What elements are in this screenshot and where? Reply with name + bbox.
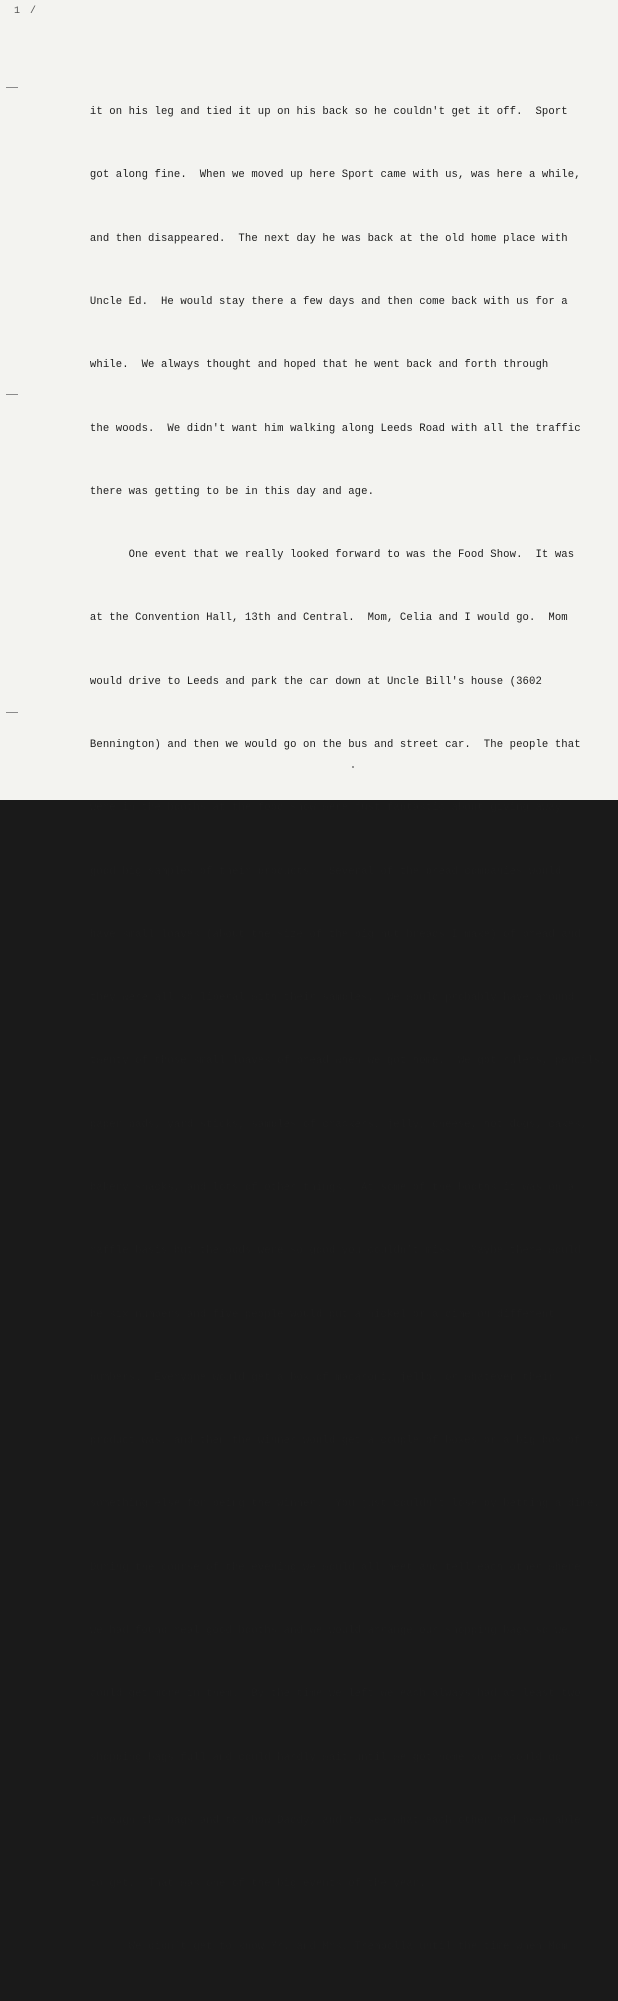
text-line: to get. That was one of the big events of the year.	[77, 1878, 426, 1891]
text-line: Bennington) and then we would go on the bus and street car. The people that	[77, 739, 581, 751]
text-line: good big samples of their products. Several of the bread companies would	[77, 865, 562, 878]
text-line: product was, and then the winner would get a couple of boxes or a big box of	[77, 1435, 581, 1448]
text-line: shopping bags full and could hardly wait until we got home so we could go	[77, 1751, 562, 1764]
margin-tick-mark	[6, 712, 18, 713]
text-line: twenty of those small loaves of bread when we got home. We got rulers, pencils,	[77, 1055, 607, 1068]
text-line: it on his leg and tied it up on his back so he couldn't get it off. Sport	[77, 106, 568, 119]
text-line: at the Convention Hall, 13th and Central. Mom, Celia and I would go. Mom	[77, 612, 568, 625]
text-line: got along fine. When we moved up here Sport came with us, was here a while,	[77, 169, 581, 182]
text-line: numbers. Everyone would get a box of macaroni, jello, or whatever their	[77, 1371, 555, 1384]
text-line: be six numbers and five people would put a nickel or a dime on different	[77, 1308, 555, 1321]
text-line: Uncle Ed. He would stay there a few days and then come back with us for a	[77, 296, 568, 309]
text-line: while. We always thought and hoped that he went back and forth through	[77, 359, 549, 372]
text-line: and then disappeared. The next day he was back at the old home place with	[77, 232, 568, 245]
text-line: bakery snacks, and lots of other things. At some of the booths it was on a	[77, 1181, 575, 1194]
text-line: something else for being the winner. You just couldn't lose by betting a dime.	[77, 1498, 601, 1511]
text-line: were in the booths at the food show were just fantastic about giving away	[77, 802, 562, 815]
text-line: they were all so liberal with their samples. We would probably have around	[77, 992, 575, 1005]
text-line: there was getting to be in this day and age.	[77, 485, 375, 498]
typed-body-text	[77, 60, 607, 2001]
text-line: paper pads, yard sticks, samples of crackers, jelly, cheese, hot dogs, cakes,	[77, 1118, 588, 1131]
page-corner-mark: 1 /	[14, 6, 39, 17]
text-line: would drive to Leeds and park the car down at Uncle Bill's house (3602	[77, 675, 542, 688]
text-line: the woods. We didn't want him walking along Leeds Road with all the traffic	[77, 422, 581, 435]
text-line: have small loaves (about the size of the big nut breads I make) of bread and	[77, 928, 581, 941]
text-line: could get more in them. By the time we left we each always had at least two	[77, 1688, 581, 1701]
text-line: During the course of the evening we would all meet and tell each other where	[77, 1561, 581, 1574]
margin-tick-mark	[6, 87, 18, 88]
text-line: we had found real good booths and we would arrange our shopping bags so we	[77, 1624, 568, 1637]
paper-speck	[352, 766, 354, 768]
margin-tick-mark	[6, 394, 18, 395]
text-line: One event that we really looked forward to was the Food Show. It was	[77, 549, 575, 562]
text-line: raffle basis but the odds were so good you couldn't miss. Maybe there would	[77, 1245, 581, 1258]
text-line: through the bags and to show Daddy, and to see what each other had been able	[77, 1814, 581, 1827]
text-line: We didn't get to know Mr. and Mrs. Trempolla until the time when Mom	[77, 1941, 568, 1954]
